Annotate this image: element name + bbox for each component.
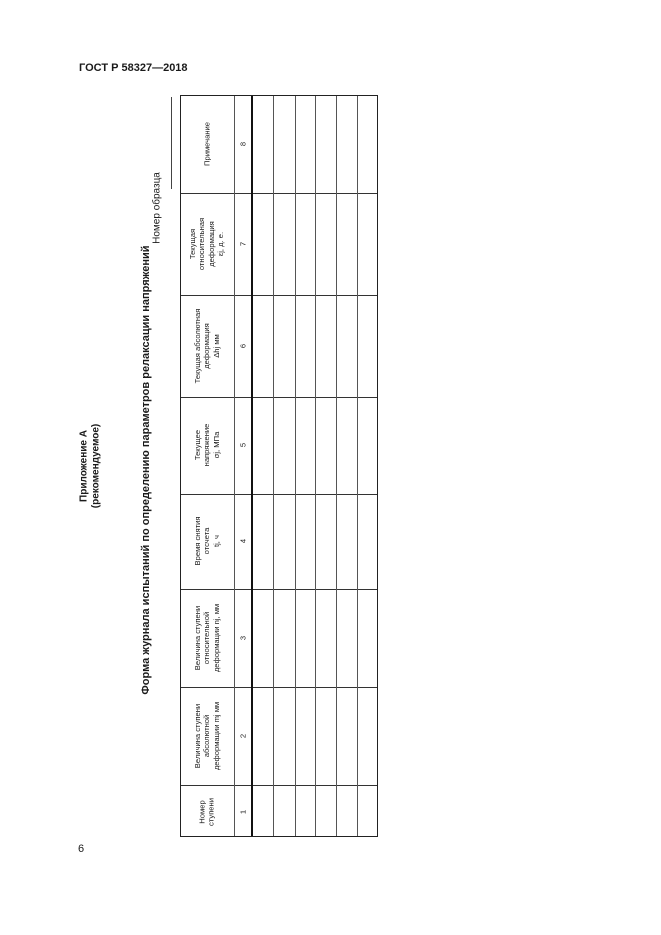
form-title: Форма журнала испытаний по определению параметров релаксации напряжений	[140, 245, 152, 695]
sample-number-label: Номер образца	[151, 172, 163, 244]
row-divider	[357, 96, 358, 836]
column-number: 5	[238, 442, 248, 448]
header-step-number: Номер ступени	[197, 798, 216, 826]
header-note: Примечание	[202, 122, 212, 166]
header-separator	[251, 96, 253, 836]
column-number: 6	[238, 343, 248, 349]
sample-number-fill-line[interactable]	[171, 97, 172, 189]
column-divider	[181, 785, 377, 786]
column-divider	[181, 687, 377, 688]
header-reading-time: Время снятия отсчета tj, ч	[192, 516, 221, 566]
row-divider	[336, 96, 337, 836]
row-divider	[295, 96, 296, 836]
column-divider	[181, 193, 377, 194]
column-number: 1	[238, 809, 248, 815]
page-number: 6	[78, 843, 85, 855]
appendix-title: Приложение А	[78, 430, 90, 502]
document-code: ГОСТ Р 58327—2018	[79, 62, 188, 74]
column-number: 4	[238, 538, 248, 544]
row-divider	[273, 96, 274, 836]
header-current-stress: Текущее напряжение σj, МПа	[192, 423, 221, 467]
row-divider	[234, 96, 235, 836]
column-number: 3	[238, 635, 248, 641]
column-divider	[181, 589, 377, 590]
row-divider	[315, 96, 316, 836]
column-number: 7	[238, 241, 248, 247]
column-divider	[181, 295, 377, 296]
header-absolute-deformation: Текущая абсолютная деформация Δhj мм	[192, 308, 221, 384]
header-relative-deformation: Текущая относительная деформация εj, д. е.	[188, 217, 226, 271]
column-number: 2	[238, 733, 248, 739]
column-divider	[181, 397, 377, 398]
column-number: 8	[238, 141, 248, 147]
test-log-table	[180, 95, 378, 837]
header-absolute-step: Величина ступени абсолютной деформации mj мм	[192, 701, 221, 771]
appendix-status: (рекомендуемое)	[90, 423, 102, 509]
header-relative-step: Величина ступени относительной деформации nj, мм	[192, 603, 221, 673]
column-divider	[181, 494, 377, 495]
